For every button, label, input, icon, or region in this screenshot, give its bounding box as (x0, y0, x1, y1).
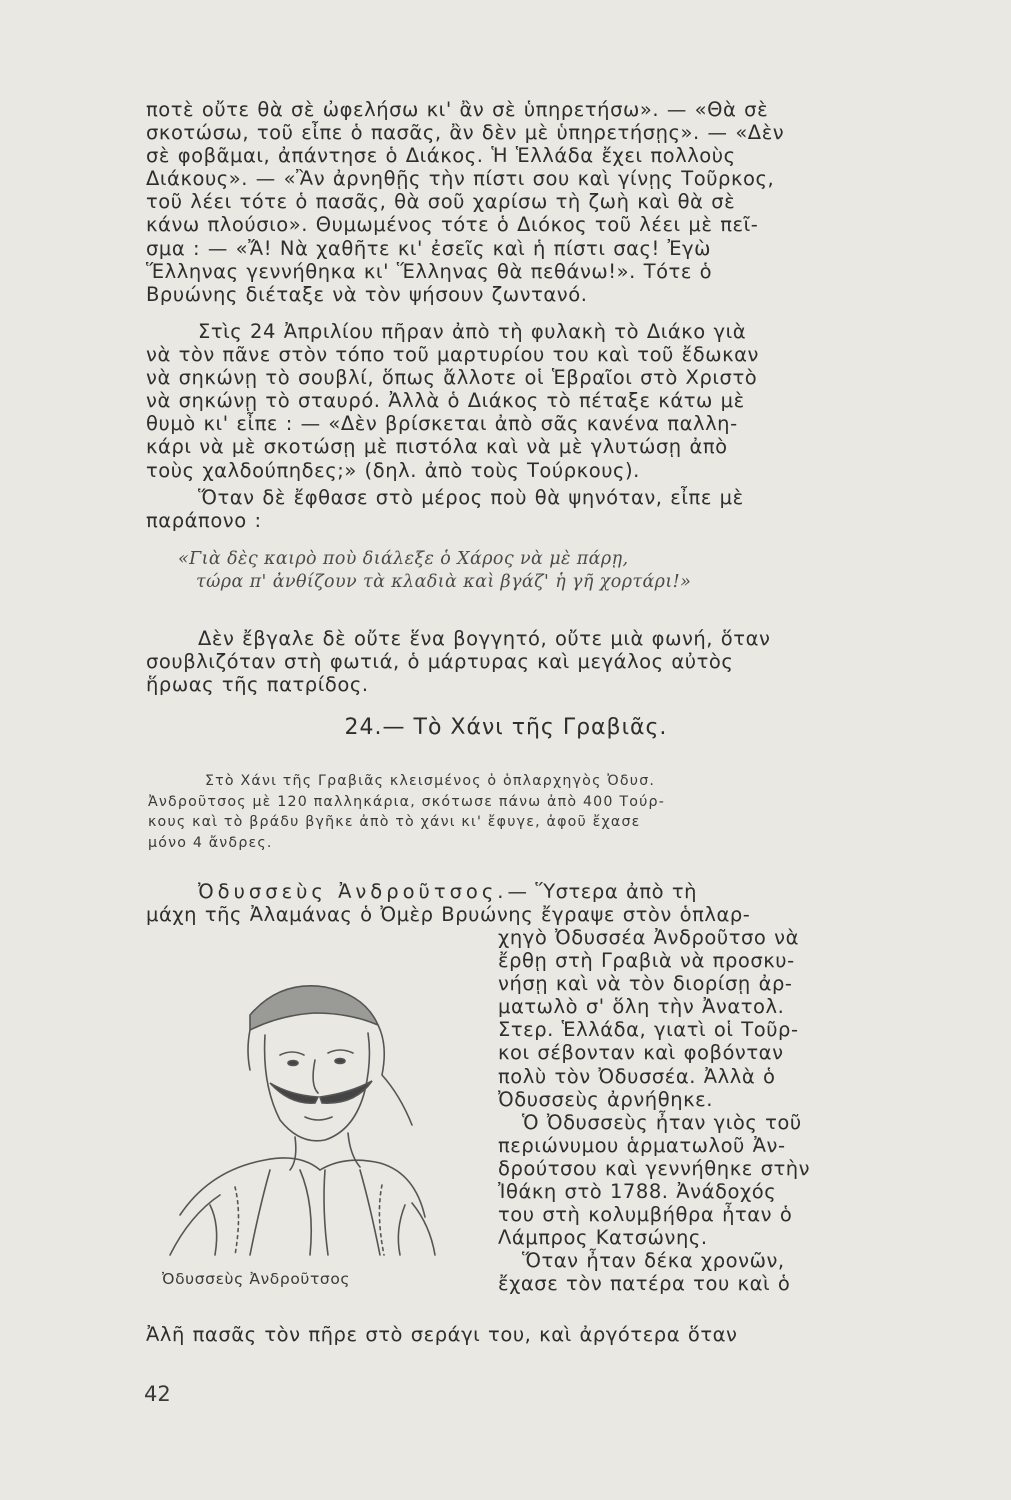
paragraph-2 (146, 320, 866, 482)
text-line: τοὺς χαλδούπηδες;» (δηλ. ἀπὸ τοὺς Τούρκους). (146, 458, 640, 482)
text-line: τοῦ λέει τότε ὁ πασᾶς, θὰ σοῦ χαρίσω τὴ ζωὴ καὶ θὰ σὲ (146, 190, 736, 214)
portrait-caption: Ὀδυσσεὺς Ἀνδροῦτσος (162, 1270, 351, 1288)
paragraph-4 (146, 627, 866, 696)
summary-line: Ἀνδροῦτσος μὲ 120 παλληκάρια, σκότωσε πάνω ἀπὸ 400 Τούρ- (148, 793, 666, 810)
text-line: ἔχασε τὸν πατέρα του καὶ ὁ (498, 1272, 791, 1296)
text-line: Βρυώνης διέταξε νὰ τὸν ψήσουν ζωντανό. (146, 282, 588, 306)
top-paragraph (146, 98, 866, 306)
text-line: Ὀδυσσεὺς ἀρνήθηκε. (498, 1087, 713, 1111)
text-fragment: — Ὕστερα ἀπὸ τὴ (507, 880, 698, 903)
text-line: σουβλιζόταν στὴ φωτιά, ὁ μάρτυρας καὶ μεγάλος αὐτὸς (146, 650, 734, 674)
text-line: ἥρωας τῆς πατρίδος. (146, 673, 369, 697)
text-line: δρούτσου καὶ γεννήθηκε στὴν (498, 1156, 811, 1180)
portrait-illustration (150, 955, 440, 1270)
text-line: Ἀλῆ πασᾶς τὸν πῆρε στὸ σεράγι του, καὶ ἀργότερα ὅταν (146, 1323, 738, 1346)
paragraph-3 (146, 486, 866, 532)
text-line: του στὴ κολυμβήθρα ἦταν ὁ (498, 1203, 793, 1227)
text-line: παράπονο : (146, 509, 262, 533)
odysseus-intro (146, 880, 866, 926)
text-line: ποτὲ οὔτε θὰ σὲ ὠφελήσω κι' ἂν σὲ ὑπηρετήσω». — «Θὰ σὲ (146, 98, 769, 121)
summary-line: Στὸ Χάνι τῆς Γραβιᾶς κλεισμένος ὁ ὁπλαρχηγὸς Ὀδυσ. (205, 773, 656, 789)
final-line (146, 1323, 866, 1346)
text-line: Στὶς 24 Ἀπριλίου πῆραν ἀπὸ τὴ φυλακὴ τὸ Διάκο γιὰ (198, 320, 747, 343)
text-line: νήσῃ καὶ νὰ τὸν διορίσῃ ἀρ- (498, 972, 793, 996)
text-line: χηγὸ Ὀδυσσέα Ἀνδροῦτσο νὰ (498, 926, 799, 949)
odysseus-name: Ὀδυσσεὺς Ἀνδροῦτσος. (198, 880, 508, 903)
text-line: Λάμπρος Κατσώνης. (498, 1226, 708, 1250)
section-summary (148, 771, 925, 853)
text-line: θυμὸ κι' εἶπε : — «Δὲν βρίσκεται ἀπὸ σᾶς κανένα παλλη- (146, 412, 738, 436)
summary-line: κους καὶ τὸ βράδυ βγῆκε ἀπὸ τὸ χάνι κι' ἔφυγε, ἀφοῦ ἔχασε (148, 814, 641, 830)
text-line: πολὺ τὸν Ὀδυσσέα. Ἀλλὰ ὁ (498, 1064, 776, 1088)
text-line: σμα : — «Ἄ! Νὰ χαθῆτε κι' ἐσεῖς καὶ ἡ πίστι σας! Ἐγὼ (146, 236, 712, 260)
text-line: Ἰθάκη στὸ 1788. Ἀνάδοχός (498, 1180, 777, 1204)
text-line: σκοτώσω, τοῦ εἶπε ὁ πασᾶς, ἂν δὲν μὲ ὑπηρετήσῃς». — «Δὲν (146, 121, 785, 145)
text-line: κάνω πλούσιο». Θυμωμένος τότε ὁ Διόκος τοῦ λέει μὲ πεῖ- (146, 213, 759, 237)
text-line: κάρι νὰ μὲ σκοτώσῃ μὲ πιστόλα καὶ νὰ μὲ γλυτώσῃ ἀπὸ (146, 435, 728, 459)
text-line: Ὅταν δὲ ἔφθασε στὸ μέρος ποὺ θὰ ψηνόταν, εἶπε μὲ (198, 486, 744, 509)
text-line: νὰ τὸν πᾶνε στὸν τόπο τοῦ μαρτυρίου του καὶ τοῦ ἔδωκαν (146, 343, 759, 367)
text-line: κοι σέβονταν καὶ φοβόνταν (498, 1041, 784, 1065)
text-line: περιώνυμου ἁρματωλοῦ Ἀν- (498, 1133, 786, 1157)
text-line: Δὲν ἔβγαλε δὲ οὔτε ἕνα βογγητό, οὔτε μιὰ φωνή, ὅταν (198, 627, 771, 650)
text-line: Ὅταν ἦταν δέκα χρονῶν, (522, 1249, 785, 1273)
text-line: Διάκους». — «Ἂν ἀρνηθῇς τὴν πίστι σου καὶ γίνῃς Τοῦρκος, (146, 167, 775, 191)
text-line: νὰ σηκώνῃ τὸ σταυρό. Ἀλλὰ ὁ Διάκος τὸ πέταξε κάτω μὲ (146, 389, 745, 413)
page-number: 42 (144, 1382, 171, 1406)
text-line: Ὁ Ὀδυσσεὺς ἦταν γιὸς τοῦ (522, 1110, 802, 1134)
text-line: ἔρθῃ στὴ Γραβιὰ νὰ προσκυ- (498, 949, 795, 973)
text-line: σὲ φοβᾶμαι, ἀπάντησε ὁ Διάκος. Ἡ Ἑλλάδα ἔχει πολλοὺς (146, 144, 736, 168)
wrapped-text-column (498, 926, 868, 1296)
text-line: ματωλὸ σ' ὅλη τὴν Ἀνατολ. (498, 995, 785, 1019)
poem-line: τώρα π' ἀνθίζουν τὰ κλαδιὰ καὶ βγάζ' ἡ γῆ χορτάρι!» (196, 572, 692, 592)
text-line: μάχη τῆς Ἀλαμάνας ὁ Ὀμὲρ Βρυώνης ἔγραψε στὸν ὁπλαρ- (146, 903, 751, 927)
poem-quote (178, 548, 898, 594)
text-line: Στερ. Ἑλλάδα, γιατὶ οἱ Τοῦρ- (498, 1018, 799, 1042)
poem-line: «Γιὰ δὲς καιρὸ ποὺ διάλεξε ὁ Χάρος νὰ μὲ πάρῃ, (178, 549, 629, 569)
summary-line: μόνο 4 ἄνδρες. (148, 834, 273, 851)
text-line: Ἕλληνας γεννήθηκα κι' Ἕλληνας θὰ πεθάνω!». Τότε ὁ (146, 259, 713, 283)
section-heading: 24.— Τὸ Χάνι τῆς Γραβιᾶς. (344, 715, 668, 740)
text-line: νὰ σηκώνῃ τὸ σουβλί, ὅπως ἄλλοτε οἱ Ἑβραῖοι στὸ Χριστὸ (146, 366, 758, 390)
